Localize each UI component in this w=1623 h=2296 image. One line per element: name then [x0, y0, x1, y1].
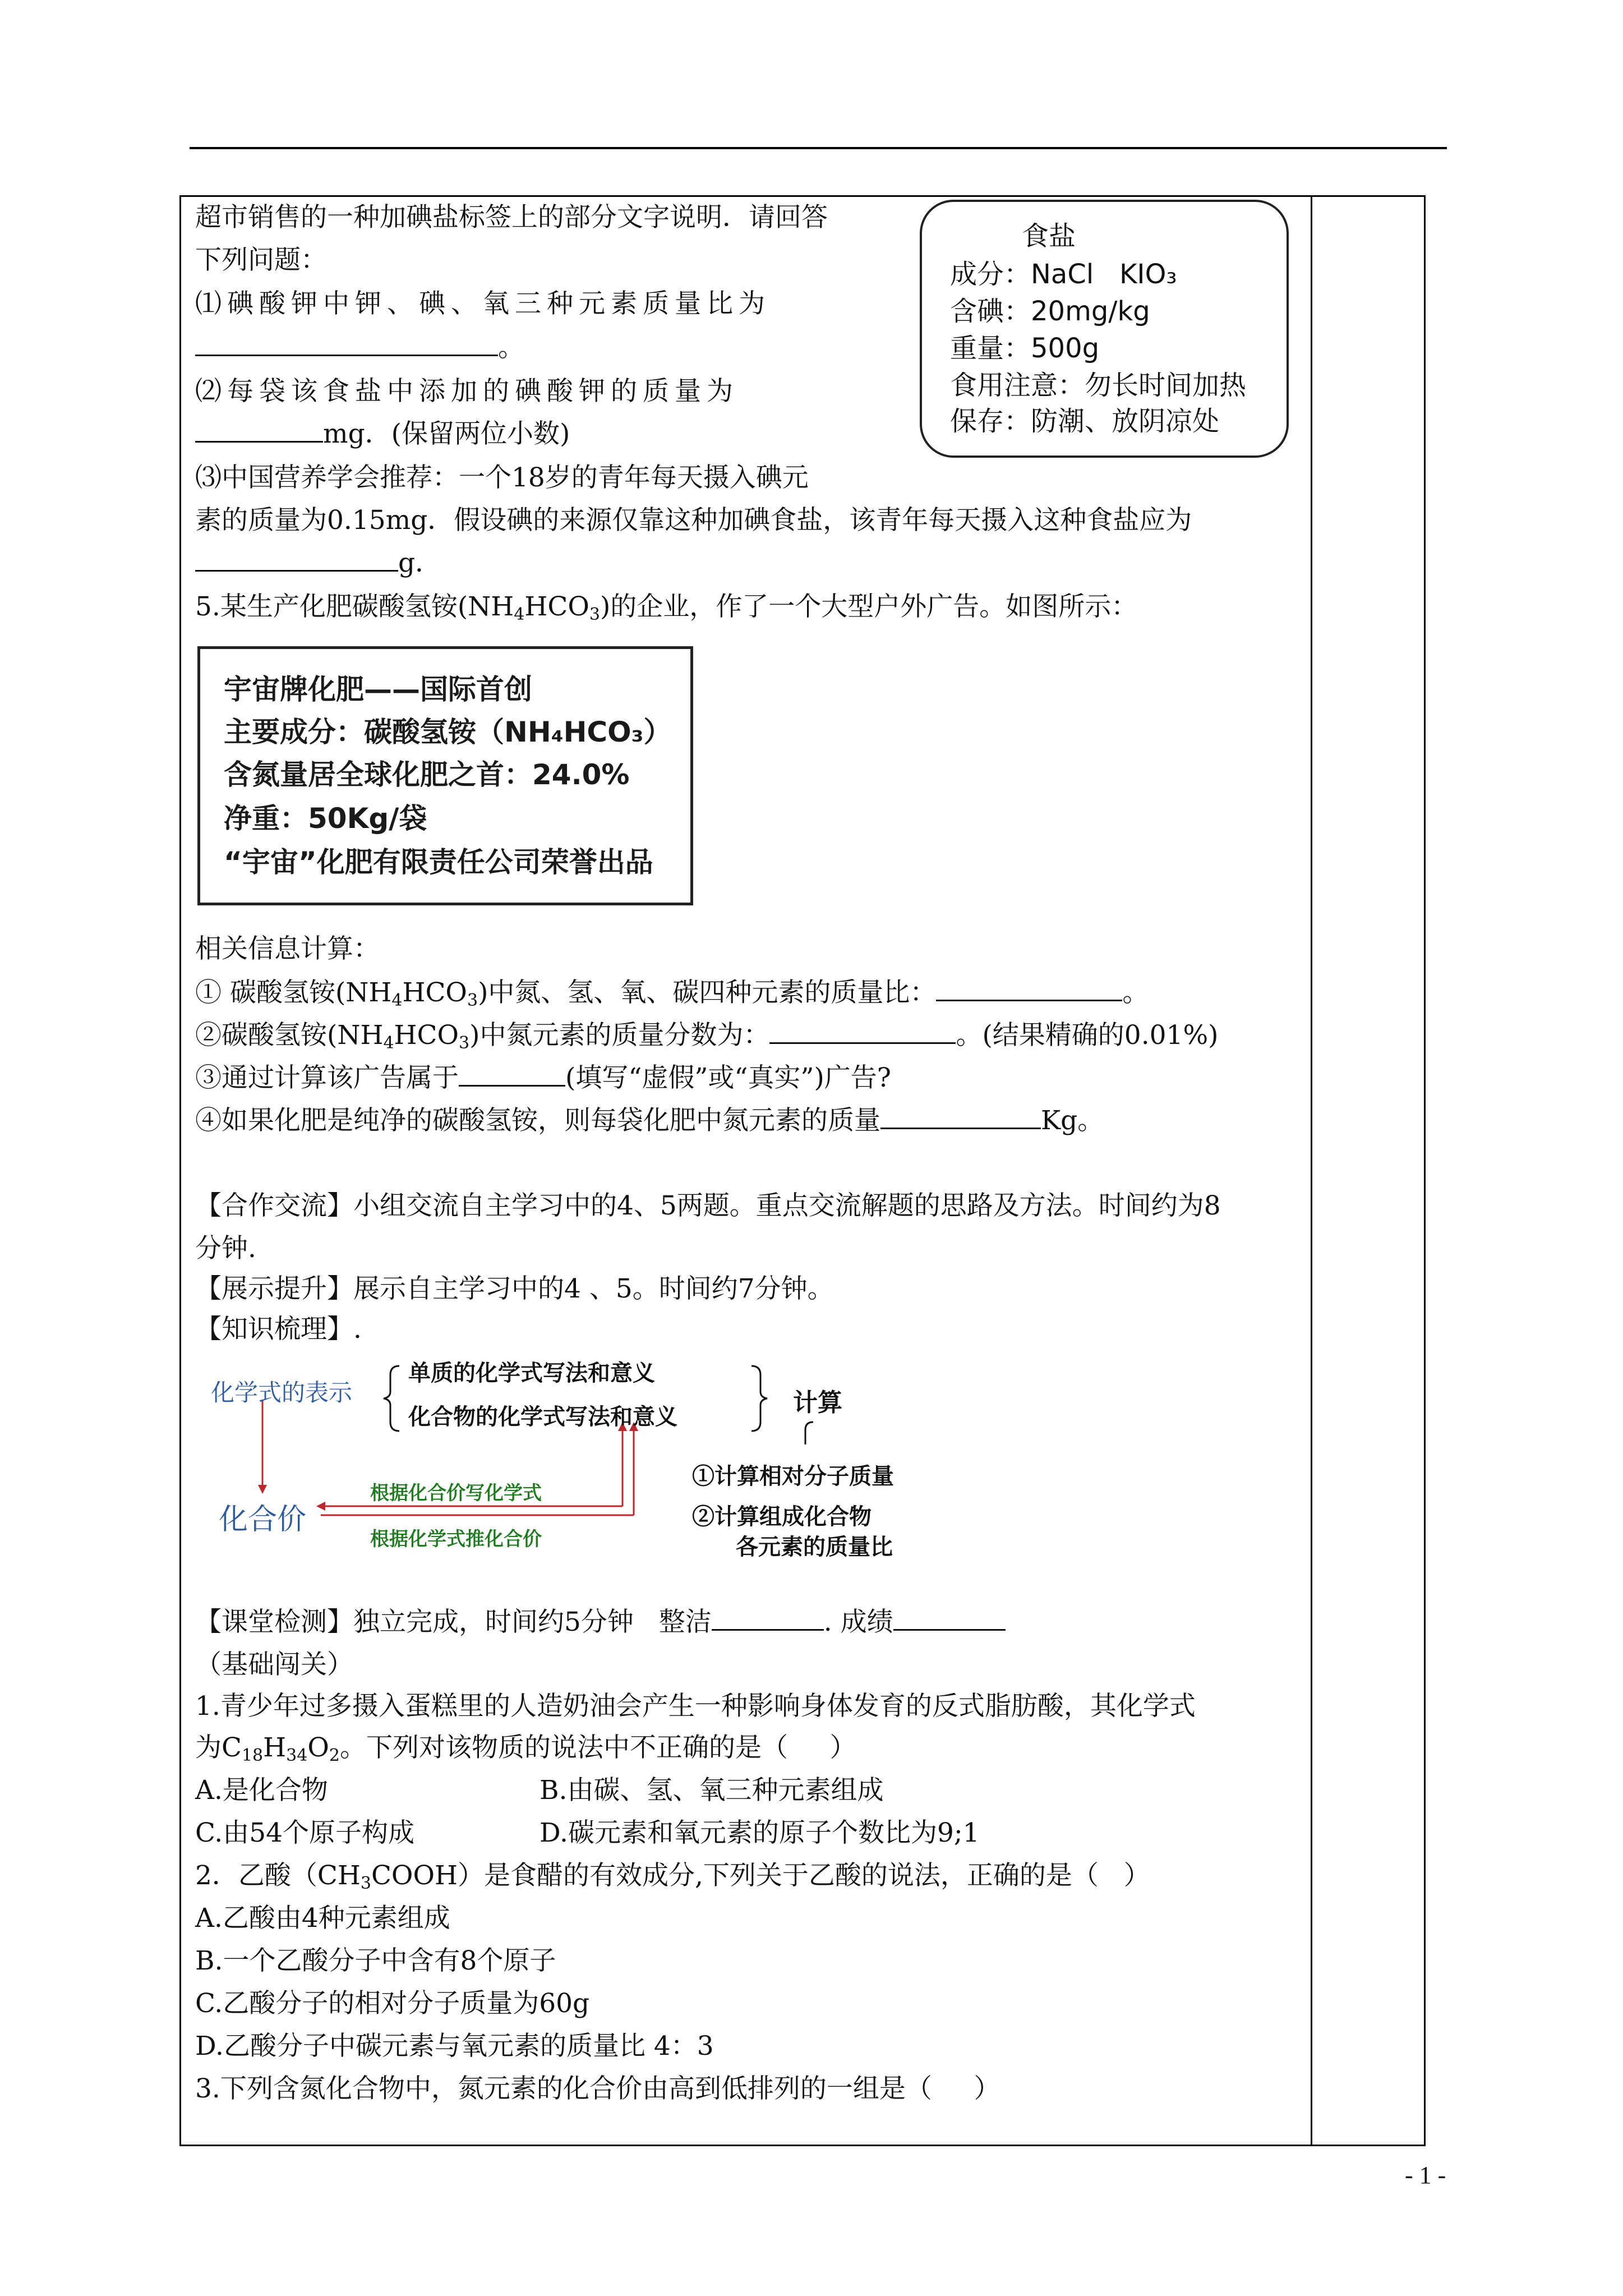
salt-ingredients: 成分：NaCl KIO₃ — [950, 259, 1177, 290]
check-heading: 【课堂检测】独立完成，时间约5分钟 整洁 . 成绩 — [195, 1605, 1006, 1639]
diagram-calc: 计算 — [793, 1388, 842, 1417]
cooperation-line1: 【合作交流】小组交流自主学习中的4、5两题。重点交流解题的思路及方法。时间约为8 — [195, 1190, 1221, 1221]
diagram-calc2a: ②计算组成化合物 — [692, 1503, 872, 1530]
answer-blank[interactable] — [459, 1062, 565, 1087]
ad-ingredient: 主要成分：碳酸氢铵（NH₄HCO₃） — [224, 716, 672, 748]
cooperation-line2: 分钟. — [195, 1233, 256, 1264]
q4-intro-line2: 下列问题： — [195, 245, 327, 275]
q4-part1: ⑴碘酸钾中钾、碘、氧三种元素质量比为 — [195, 288, 771, 319]
check-q2-option-b: B.一个乙酸分子中含有8个原子 — [195, 1945, 556, 1976]
q4-part3-line1: ⑶中国营养学会推荐：一个18岁的青年每天摄入碘元 — [195, 462, 809, 493]
q4-part3-line2: 素的质量为0.15mg．假设碘的来源仅靠这种加碘食盐，该青年每天摄入这种食盐应为 — [195, 505, 1192, 536]
score-blank[interactable] — [893, 1607, 1006, 1631]
knowledge-sort-heading: 【知识梳理】. — [195, 1314, 362, 1345]
q5-related-info: 相关信息计算： — [195, 933, 380, 964]
answer-blank[interactable] — [936, 977, 1122, 1001]
answer-blank[interactable] — [195, 332, 498, 356]
diagram-calc1: ①计算相对分子质量 — [692, 1463, 894, 1489]
ad-weight: 净重：50Kg/袋 — [224, 802, 427, 835]
check-q1-option-a: A.是化合物 — [195, 1775, 328, 1806]
diagram-arrow-write: 根据化合价写化学式 — [370, 1482, 542, 1504]
header-rule — [190, 147, 1447, 149]
salt-title: 食盐 — [1022, 220, 1076, 252]
answer-blank[interactable] — [195, 418, 323, 443]
q5-calc2: ②碳酸氢铵$(NH_4HCO_3)$中氮元素的质量分数为： 。(结果精确的0.01%) — [195, 1020, 1219, 1053]
check-basic: （基础闯关） — [195, 1649, 353, 1680]
check-q2-option-d: D.乙酸分子中碳元素与氧元素的质量比 4：3 — [195, 2031, 714, 2062]
calc-bracket — [805, 1422, 813, 1444]
q5-calc4: ④如果化肥是纯净的碳酸氢铵，则每袋化肥中氮元素的质量 Kg。 — [195, 1105, 1104, 1136]
table-column-divider — [1311, 195, 1312, 2146]
check-q1-line1: 1.青少年过多摄入蛋糕里的人造奶油会产生一种影响身体发育的反式脂肪酸，其化学式 — [195, 1691, 1196, 1722]
check-q2: 2．乙酸$(CH_3COOH)$是食醋的有效成分,下列关于乙酸的说法，正确的是（ ） — [195, 1860, 1150, 1893]
salt-iodine: 含碘：20mg/kg — [950, 296, 1150, 327]
neatness-blank[interactable] — [712, 1607, 824, 1631]
q4-intro-line1: 超市销售的一种加碘盐标签上的部分文字说明．请回答 — [195, 202, 828, 233]
check-q3: 3.下列含氮化合物中，氮元素的化合价由高到低排列的一组是（ ） — [195, 2073, 1000, 2104]
q4-part2-answer: mg．(保留两位小数) — [195, 417, 570, 451]
answer-blank[interactable] — [880, 1105, 1041, 1129]
ad-company: “宇宙”化肥有限责任公司荣誉出品 — [224, 846, 653, 878]
answer-blank[interactable] — [769, 1020, 956, 1044]
q4-part2: ⑵每袋该食盐中添加的碘酸钾的质量为 — [195, 376, 739, 407]
salt-caution: 食用注意：勿长时间加热 — [950, 370, 1247, 401]
diagram-arrow-infer: 根据化学式推化合价 — [370, 1528, 542, 1550]
q5-calc3: ③通过计算该广告属于 (填写“虚假”或“真实”)广告? — [195, 1062, 891, 1093]
diagram-root: 化学式的表示 — [211, 1379, 353, 1406]
ad-brand: 宇宙牌化肥——国际首创 — [224, 673, 532, 706]
fertilizer-ad-image — [197, 646, 693, 905]
ad-nitrogen: 含氮量居全球化肥之首：24.0% — [224, 758, 630, 791]
page-number: - 1 - — [1405, 2161, 1446, 2189]
check-q2-option-c: C.乙酸分子的相对分子质量为60g — [195, 1988, 590, 2019]
answer-blank[interactable] — [195, 547, 398, 572]
check-q1-option-c: C.由54个原子构成 — [195, 1818, 415, 1848]
diagram-branch-compound: 化合物的化学式写法和意义 — [408, 1404, 677, 1430]
check-q2-option-a: A.乙酸由4种元素组成 — [195, 1903, 450, 1934]
q4-part1-answer: 。 — [195, 331, 524, 365]
q4-part3-answer: g． — [195, 546, 441, 580]
brace-right — [751, 1366, 767, 1431]
diagram-branch-element: 单质的化学式写法和意义 — [408, 1360, 655, 1386]
brace-left — [384, 1366, 399, 1431]
q5-calc1: ① 碳酸氢铵$(NH_4HCO_3)$中氮、氢、氧、碳四种元素的质量比： 。 — [195, 977, 1149, 1010]
check-q1-option-d: D.碳元素和氧元素的原子个数比为9;1 — [540, 1818, 980, 1848]
q5-heading: 5.某生产化肥碳酸氢铵$(NH_4HCO_3)$的企业，作了一个大型户外广告。如图所示： — [195, 591, 1138, 624]
diagram-valence: 化合价 — [219, 1503, 307, 1536]
show-section: 【展示提升】展示自主学习中的4 、5。时间约7分钟。 — [195, 1273, 834, 1304]
diagram-calc2b: 各元素的质量比 — [736, 1534, 893, 1560]
check-q1-line2: 为$C_{18}H_{34}O_2$。下列对该物质的说法中不正确的是（ ） — [195, 1732, 856, 1765]
salt-storage: 保存：防潮、放阴凉处 — [950, 406, 1220, 437]
check-q1-option-b: B.由碳、氢、氧三种元素组成 — [540, 1775, 884, 1806]
salt-weight: 重量：500g — [950, 333, 1100, 364]
salt-label-image — [920, 200, 1289, 458]
